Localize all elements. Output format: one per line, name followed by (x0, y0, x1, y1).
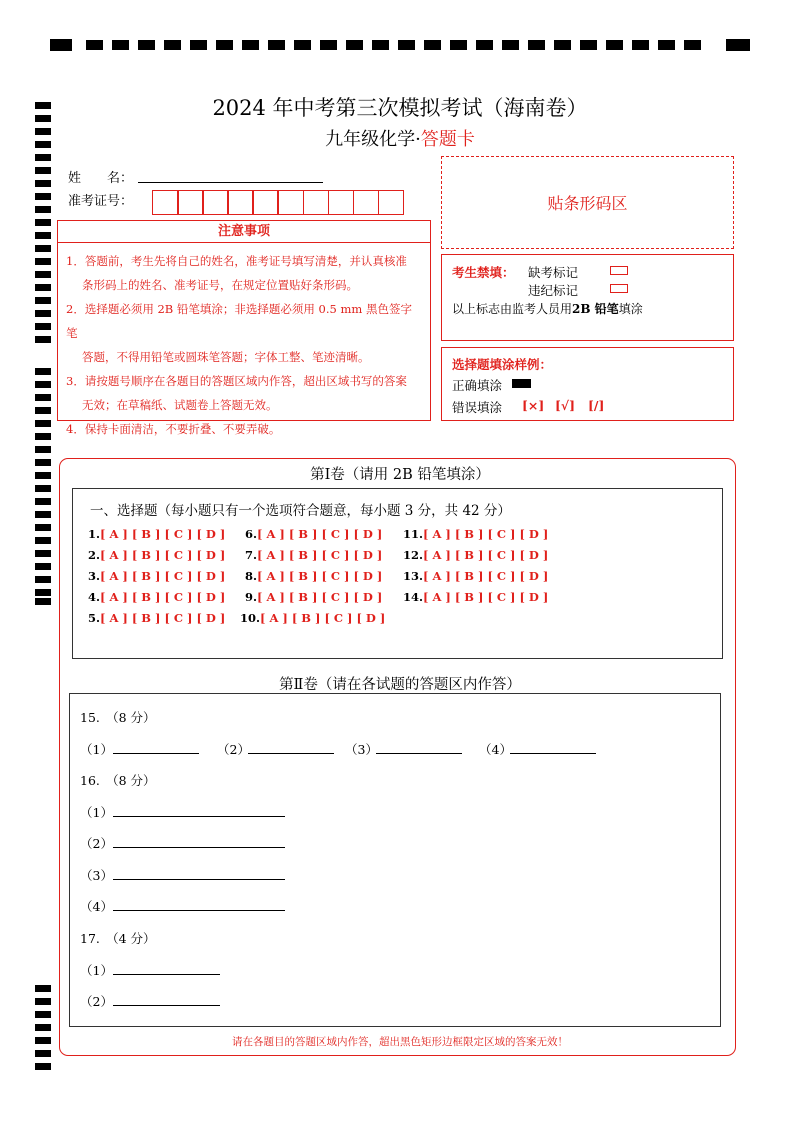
notice-item: 2．选择题必须用 2B 铅笔填涂；非选择题必须用 0.5 mm 黑色签字笔 (66, 302, 412, 340)
notice-item: 4．保持卡面清洁，不要折叠、不要弄破。 (66, 422, 281, 436)
id-digit-box[interactable] (177, 190, 204, 215)
question-8[interactable]: 8.[ A ] [ B ] [ C ] [ D ] (245, 569, 383, 583)
exam-title: 2024 年中考第三次模拟考试（海南卷） (212, 96, 588, 120)
q16-blank-3[interactable] (113, 879, 285, 880)
id-digit-box[interactable] (277, 190, 304, 215)
q15-label: 15. （8 分） (80, 710, 156, 725)
question-10[interactable]: 10.[ A ] [ B ] [ C ] [ D ] (240, 611, 386, 625)
q15-blank-3[interactable] (376, 753, 462, 754)
wrong-mark-slash: [/] (588, 398, 605, 413)
notice-title: 注意事项 (58, 221, 430, 243)
subtitle-subject: 九年级化学· (325, 129, 421, 150)
id-digit-box[interactable] (303, 190, 330, 215)
notice-item-cont: 条形码上的姓名、准考证号，在规定位置贴好条形码。 (82, 278, 358, 292)
barcode-area (441, 156, 734, 249)
question-2[interactable]: 2.[ A ] [ B ] [ C ] [ D ] (88, 548, 226, 562)
q15-blank-4-label: （4） (479, 742, 512, 757)
notice-item-cont: 答题，不得用铅笔或圆珠笔答题；字体工整、笔迹清晰。 (82, 350, 370, 364)
q15-blank-1-label: （1） (80, 742, 113, 757)
exam-id-boxes[interactable] (152, 190, 403, 215)
question-1[interactable]: 1.[ A ] [ B ] [ C ] [ D ] (88, 527, 226, 541)
q16-label: 16. （8 分） (80, 773, 156, 788)
proctor-title: 考生禁填： (452, 265, 515, 280)
choice-section-head: 一、选择题（每小题只有一个选项符合题意，每小题 3 分，共 42 分） (90, 503, 511, 519)
notice-item: 1．答题前，考生先将自己的姓名，准考证号填写清楚，并认真核准 (66, 254, 407, 268)
id-digit-box[interactable] (353, 190, 380, 215)
question-4[interactable]: 4.[ A ] [ B ] [ C ] [ D ] (88, 590, 226, 604)
q16-blank-2-label: （2） (80, 836, 113, 851)
question-12[interactable]: 12.[ A ] [ B ] [ C ] [ D ] (403, 548, 549, 562)
question-11[interactable]: 11.[ A ] [ B ] [ C ] [ D ] (403, 527, 549, 541)
notice-item: 3．请按题号顺序在各题目的答题区域内作答，超出区域书写的答案 (66, 374, 407, 388)
q16-blank-4-label: （4） (80, 899, 113, 914)
id-digit-box[interactable] (328, 190, 355, 215)
id-digit-box[interactable] (152, 190, 179, 215)
notice-item-cont: 无效；在草稿纸、试题卷上答题无效。 (82, 398, 278, 412)
absent-mark-box[interactable] (610, 266, 628, 275)
correct-fill-label: 正确填涂 (452, 378, 503, 393)
barcode-label: 贴条形码区 (547, 194, 628, 213)
id-digit-box[interactable] (378, 190, 405, 215)
q16-blank-3-label: （3） (80, 868, 113, 883)
wrong-fill-label: 错误填涂 (452, 400, 503, 415)
question-13[interactable]: 13.[ A ] [ B ] [ C ] [ D ] (403, 569, 549, 583)
notice-list (58, 243, 430, 441)
absent-label: 缺考标记 (528, 265, 579, 280)
id-digit-box[interactable] (202, 190, 229, 215)
subtitle-answer-sheet: 答题卡 (420, 129, 475, 150)
exam-subtitle (0, 125, 800, 151)
name-field[interactable] (138, 182, 323, 183)
violation-label: 违纪标记 (528, 283, 579, 298)
footer-warning: 请在各题目的答题区域内作答，超出黑色矩形边框限定区域的答案无效！ (232, 1036, 568, 1048)
q15-blank-4[interactable] (510, 753, 596, 754)
q16-blank-4[interactable] (113, 910, 285, 911)
violation-mark-box[interactable] (610, 284, 628, 293)
question-9[interactable]: 9.[ A ] [ B ] [ C ] [ D ] (245, 590, 383, 604)
correct-fill-sample (512, 379, 531, 388)
q15-blank-3-label: （3） (345, 742, 378, 757)
q15-blank-2-label: （2） (217, 742, 250, 757)
q17-blank-1-label: （1） (80, 963, 113, 978)
name-label: 姓 名： (68, 171, 134, 186)
q16-blank-1-label: （1） (80, 805, 113, 820)
q17-label: 17. （4 分） (80, 931, 156, 946)
q16-blank-2[interactable] (113, 847, 285, 848)
part2-answer-box (69, 693, 721, 1027)
q17-blank-2[interactable] (113, 1005, 220, 1006)
fill-sample-box (441, 347, 734, 421)
sample-title: 选择题填涂样例： (452, 357, 553, 372)
question-14[interactable]: 14.[ A ] [ B ] [ C ] [ D ] (403, 590, 549, 604)
q15-blank-2[interactable] (248, 753, 334, 754)
question-5[interactable]: 5.[ A ] [ B ] [ C ] [ D ] (88, 611, 226, 625)
part1-title: 第Ⅰ卷（请用 2B 铅笔填涂） (310, 467, 490, 483)
q16-blank-1[interactable] (113, 816, 285, 817)
q17-blank-2-label: （2） (80, 994, 113, 1009)
exam-id-label: 准考证号： (68, 194, 134, 209)
id-digit-box[interactable] (227, 190, 254, 215)
id-digit-box[interactable] (252, 190, 279, 215)
top-timing-marks (50, 38, 750, 52)
q17-blank-1[interactable] (113, 974, 220, 975)
proctor-note: 以上标志由监考人员用2B 铅笔填涂 (452, 302, 643, 316)
q15-blank-1[interactable] (113, 753, 199, 754)
wrong-mark-check: [√] (555, 398, 576, 413)
proctor-only-box (441, 254, 734, 341)
question-3[interactable]: 3.[ A ] [ B ] [ C ] [ D ] (88, 569, 226, 583)
question-7[interactable]: 7.[ A ] [ B ] [ C ] [ D ] (245, 548, 383, 562)
part2-title: 第Ⅱ卷（请在各试题的答题区内作答） (279, 677, 521, 693)
question-6[interactable]: 6.[ A ] [ B ] [ C ] [ D ] (245, 527, 383, 541)
wrong-mark-x: [×] (522, 398, 545, 413)
notice-box (57, 220, 431, 436)
